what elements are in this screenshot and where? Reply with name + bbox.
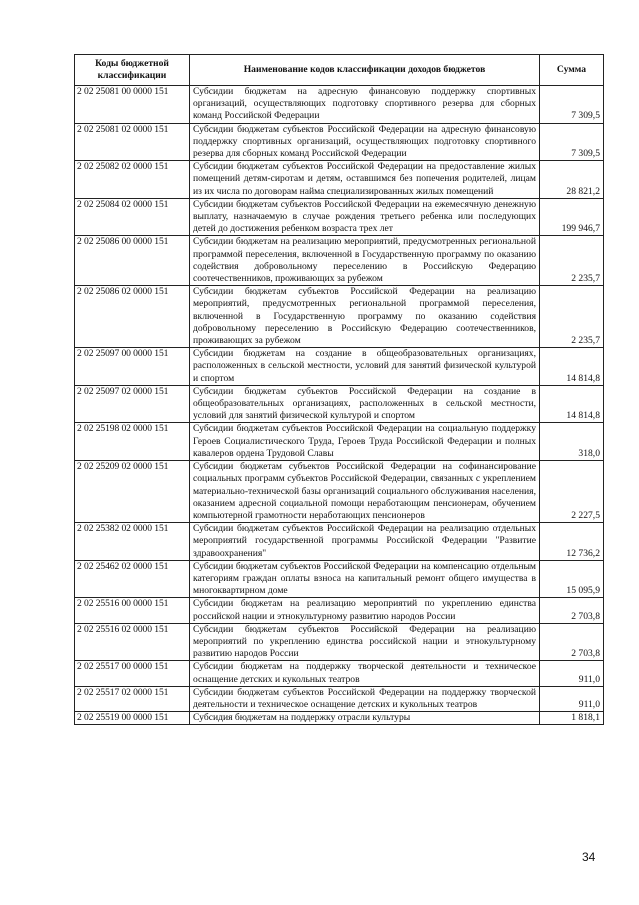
row-sum: 2 703,8 bbox=[540, 623, 604, 661]
header-name: Наименование кодов классификации доходов бюджетов bbox=[190, 55, 540, 86]
row-code: 2 02 25198 02 0000 151 bbox=[75, 423, 190, 461]
row-code: 2 02 25081 00 0000 151 bbox=[75, 86, 190, 124]
table-row bbox=[75, 123, 604, 161]
row-sum: 2 235,7 bbox=[540, 236, 604, 286]
row-code: 2 02 25517 02 0000 151 bbox=[75, 686, 190, 711]
table-row bbox=[75, 236, 604, 286]
row-code: 2 02 25519 00 0000 151 bbox=[75, 712, 190, 725]
table-row bbox=[75, 161, 604, 199]
row-code: 2 02 25382 02 0000 151 bbox=[75, 523, 190, 561]
table-row bbox=[75, 86, 604, 124]
row-code: 2 02 25084 02 0000 151 bbox=[75, 198, 190, 236]
row-sum: 2 227,5 bbox=[540, 461, 604, 523]
table-row bbox=[75, 461, 604, 523]
table-row bbox=[75, 385, 604, 423]
row-sum: 199 946,7 bbox=[540, 198, 604, 236]
row-name: Субсидии бюджетам субъектов Российской Федерации на реализацию мероприятий по укреплению единства российской нации и этнокультурному развитию народов России bbox=[190, 623, 540, 661]
row-name: Субсидии бюджетам на поддержку творческой деятельности и техническое оснащение детских и кукольных театров bbox=[190, 661, 540, 686]
row-code: 2 02 25516 00 0000 151 bbox=[75, 598, 190, 623]
row-code: 2 02 25086 00 0000 151 bbox=[75, 236, 190, 286]
budget-table bbox=[74, 54, 604, 725]
row-sum: 7 309,5 bbox=[540, 123, 604, 161]
row-name: Субсидии бюджетам на реализацию мероприятий по укреплению единства российской нации и этнокультурному развитию народов России bbox=[190, 598, 540, 623]
header-code: Коды бюджетной классификации bbox=[75, 55, 190, 86]
row-name: Субсидии бюджетам субъектов Российской Федерации на реализацию отдельных мероприятий государственной программы Российской Федерации "Развитие здравоохранения" bbox=[190, 523, 540, 561]
row-sum: 2 235,7 bbox=[540, 286, 604, 348]
row-sum: 14 814,8 bbox=[540, 348, 604, 386]
table-row bbox=[75, 523, 604, 561]
row-sum: 14 814,8 bbox=[540, 385, 604, 423]
row-code: 2 02 25082 02 0000 151 bbox=[75, 161, 190, 199]
row-sum: 911,0 bbox=[540, 661, 604, 686]
row-name: Субсидии бюджетам субъектов Российской Федерации на поддержку творческой деятельности и техническое оснащение детских и кукольных театров bbox=[190, 686, 540, 711]
table-row bbox=[75, 712, 604, 725]
row-sum: 28 821,2 bbox=[540, 161, 604, 199]
row-sum: 12 736,2 bbox=[540, 523, 604, 561]
table-row bbox=[75, 623, 604, 661]
row-name: Субсидии бюджетам субъектов Российской Федерации на софинансирование социальных программ субъектов Российской Федерации, связанных с укреплением материально-технической базы организаций социального обслуживания населения, оказанием адресной социальной помощи неработающим пенсионерам, обучением компьютерной грамотности неработающих пенсионеров bbox=[190, 461, 540, 523]
table-row bbox=[75, 198, 604, 236]
row-code: 2 02 25516 02 0000 151 bbox=[75, 623, 190, 661]
table-row bbox=[75, 423, 604, 461]
table-row bbox=[75, 686, 604, 711]
table-row bbox=[75, 598, 604, 623]
row-sum: 911,0 bbox=[540, 686, 604, 711]
row-name: Субсидии бюджетам на адресную финансовую поддержку спортивных организаций, осуществляющих подготовку спортивного резерва для сборных команд Российской Федерации bbox=[190, 86, 540, 124]
row-code: 2 02 25462 02 0000 151 bbox=[75, 560, 190, 598]
row-code: 2 02 25517 00 0000 151 bbox=[75, 661, 190, 686]
row-name: Субсидии бюджетам субъектов Российской Федерации на ежемесячную денежную выплату, назначаемую в случае рождения третьего ребенка или последующих детей до достижения ребенком возраста трех лет bbox=[190, 198, 540, 236]
row-name: Субсидии бюджетам субъектов Российской Федерации на социальную поддержку Героев Социалистического Труда, Героев Труда Российской Федерации и полных кавалеров ордена Трудовой Славы bbox=[190, 423, 540, 461]
row-sum: 1 818,1 bbox=[540, 712, 604, 725]
row-name: Субсидии бюджетам субъектов Российской Федерации на предоставление жилых помещений детям-сиротам и детям, оставшимся без попечения родителей, лицам из их числа по договорам найма специализированных жилых помещений bbox=[190, 161, 540, 199]
row-name: Субсидии бюджетам на реализацию мероприятий, предусмотренных региональной программой переселения, включенной в Государственную программу по оказанию содействия добровольному переселению в Российскую Федерацию соотечественников, проживающих за рубежом bbox=[190, 236, 540, 286]
header-sum: Сумма bbox=[540, 55, 604, 86]
table-row bbox=[75, 348, 604, 386]
table-row bbox=[75, 286, 604, 348]
row-sum: 2 703,8 bbox=[540, 598, 604, 623]
row-name: Субсидии бюджетам субъектов Российской Федерации на создание в общеобразовательных организациях, расположенных в сельской местности, условий для занятий физической культурой и спортом bbox=[190, 385, 540, 423]
row-name: Субсидии бюджетам субъектов Российской Федерации на компенсацию отдельным категориям граждан оплаты взноса на капитальный ремонт общего имущества в многоквартирном доме bbox=[190, 560, 540, 598]
page-number: 34 bbox=[582, 850, 596, 864]
table-header-row bbox=[75, 55, 604, 86]
table-row bbox=[75, 661, 604, 686]
row-sum: 318,0 bbox=[540, 423, 604, 461]
row-sum: 7 309,5 bbox=[540, 86, 604, 124]
row-name: Субсидии бюджетам субъектов Российской Федерации на реализацию мероприятий, предусмотренных региональной программой переселения, включенной в Государственную программу по оказанию содействия добровольному переселению в Российскую Федерацию соотечественников, проживающих за рубежом bbox=[190, 286, 540, 348]
row-name: Субсидия бюджетам на поддержку отрасли культуры bbox=[190, 712, 540, 725]
table-row bbox=[75, 560, 604, 598]
row-sum: 15 095,9 bbox=[540, 560, 604, 598]
row-code: 2 02 25081 02 0000 151 bbox=[75, 123, 190, 161]
row-code: 2 02 25097 02 0000 151 bbox=[75, 385, 190, 423]
row-code: 2 02 25086 02 0000 151 bbox=[75, 286, 190, 348]
row-code: 2 02 25209 02 0000 151 bbox=[75, 461, 190, 523]
row-name: Субсидии бюджетам на создание в общеобразовательных организациях, расположенных в сельской местности, условий для занятий физической культурой и спортом bbox=[190, 348, 540, 386]
row-code: 2 02 25097 00 0000 151 bbox=[75, 348, 190, 386]
row-name: Субсидии бюджетам субъектов Российской Федерации на адресную финансовую поддержку спортивных организаций, осуществляющих подготовку спортивного резерва для сборных команд Российской Федерации bbox=[190, 123, 540, 161]
